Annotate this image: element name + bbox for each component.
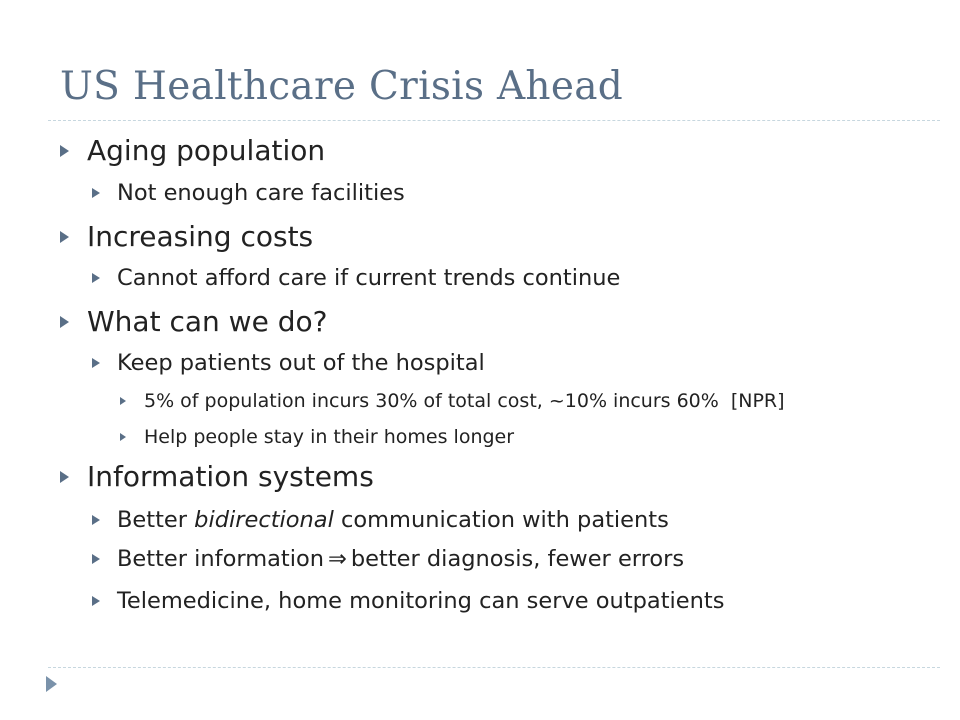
bullet-text: Help people stay in their homes longer	[144, 426, 515, 448]
bullet-increasing-costs	[60, 220, 313, 253]
bullet-arrow-icon	[120, 433, 126, 441]
bullet-arrow-icon	[92, 515, 100, 525]
bullet-arrow-icon	[92, 596, 100, 606]
bullet-text: Cannot afford care if current trends continue	[117, 265, 621, 291]
bullet-better-information	[92, 546, 684, 572]
bullet-information-systems	[60, 460, 374, 493]
bullet-text: 5% of population incurs 30% of total cost, ~10% incurs 60%	[144, 390, 719, 412]
bullet-text	[117, 507, 669, 533]
implies-arrow-icon: ⇒	[328, 546, 347, 572]
corner-arrow-icon	[46, 676, 57, 692]
bullet-arrow-icon	[60, 316, 69, 328]
bullet-arrow-icon	[92, 358, 100, 368]
text-segment: Better	[117, 507, 195, 533]
bullet-arrow-icon	[92, 188, 100, 198]
citation-ref: [NPR]	[730, 390, 785, 412]
bullet-stay-in-homes	[120, 426, 514, 448]
bullet-text: Telemedicine, home monitoring can serve outpatients	[117, 588, 725, 614]
bullet-arrow-icon	[60, 145, 69, 157]
bullet-text: Increasing costs	[87, 220, 314, 253]
bullet-arrow-icon	[60, 231, 69, 243]
bullet-arrow-icon	[92, 554, 100, 564]
bullet-text: What can we do?	[87, 305, 328, 338]
bullet-telemedicine	[92, 588, 724, 614]
text-segment: better diagnosis, fewer errors	[350, 546, 685, 572]
slide-title: US Healthcare Crisis Ahead	[60, 64, 624, 109]
bullet-text: Information systems	[87, 460, 374, 493]
bullet-care-facilities	[92, 180, 405, 206]
emphasized-word: bidirectional	[194, 507, 334, 533]
text-segment: Better information	[117, 546, 325, 572]
bullet-what-can-we-do	[60, 305, 327, 338]
bottom-divider	[48, 667, 940, 668]
bullet-bidirectional-communication	[92, 507, 669, 533]
bullet-text: Keep patients out of the hospital	[117, 350, 485, 376]
top-divider	[48, 120, 940, 121]
bullet-text: Aging population	[87, 134, 326, 167]
bullet-arrow-icon	[120, 397, 126, 405]
bullet-cannot-afford	[92, 265, 620, 291]
bullet-arrow-icon	[60, 471, 69, 483]
bullet-arrow-icon	[92, 273, 100, 283]
bullet-text	[117, 546, 684, 572]
bullet-population-cost-stat	[120, 390, 785, 412]
text-segment: communication with patients	[333, 507, 669, 533]
bullet-keep-patients-out	[92, 350, 485, 376]
bullet-text: Not enough care facilities	[117, 180, 405, 206]
bullet-aging-population	[60, 134, 325, 167]
